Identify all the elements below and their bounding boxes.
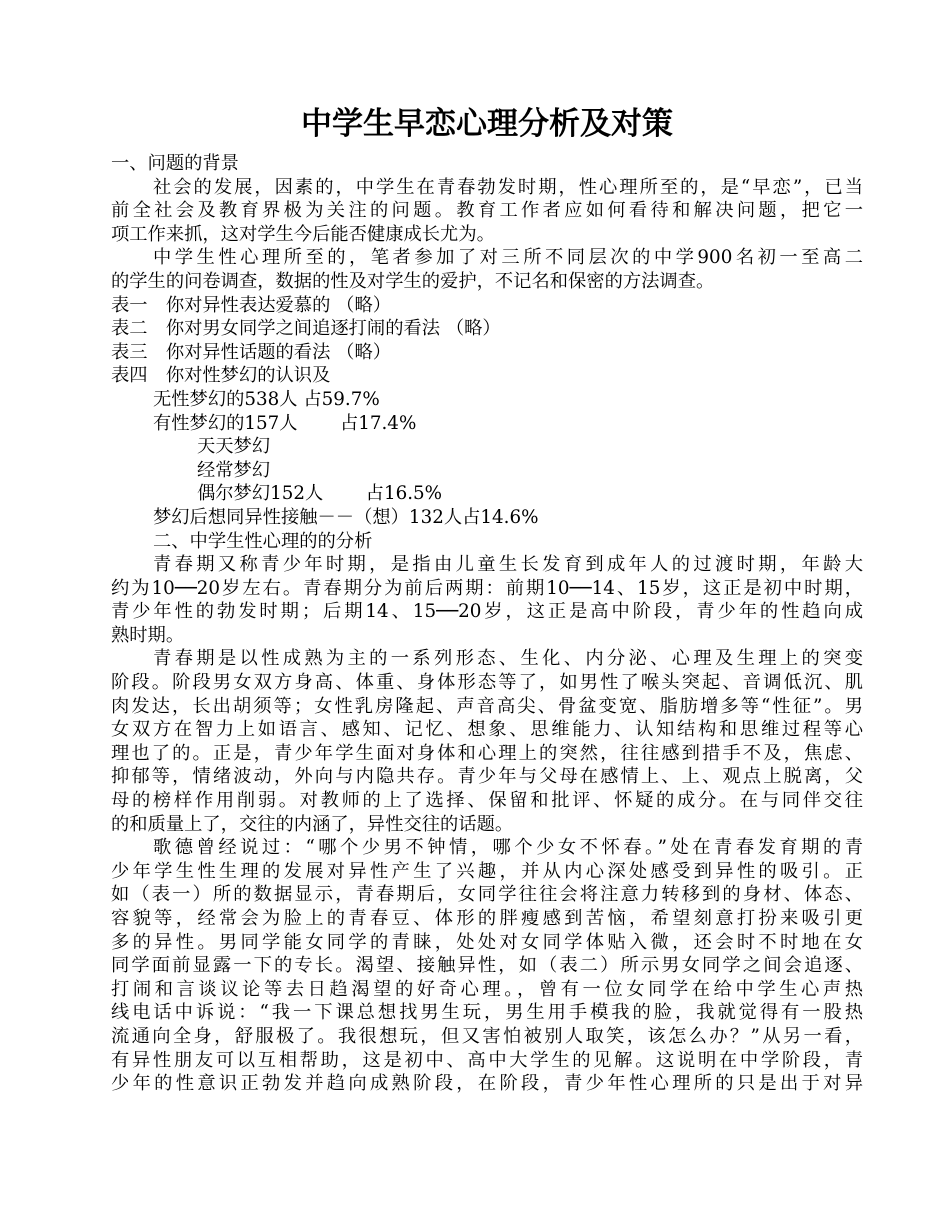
text-line: 青春期又称青少年时期，是指由儿童生长发育到成年人的过渡时期，年龄大 (153, 554, 863, 576)
text-line: 约为10──20岁左右。青春期分为前后两期：前期10──14、15岁，这正是初中时期， (111, 577, 863, 599)
text-line: 少年的性意识正勃发并趋向成熟阶段，在阶段，青少年性心理所的只是出于对异 (111, 1073, 863, 1095)
text-line: 线电话中诉说：“我一下课总想找男生玩，男生用手模我的脸，我就觉得有一股热 (111, 1002, 863, 1024)
text-line: 打闹和言谈议论等去日趋渴望的好奇心理。，曾有一位女同学在给中学生心声热 (111, 978, 863, 1000)
text-line: 肉发达，长出胡须等；女性乳房隆起、声音高尖、骨盆变宽、脂肪增多等“性征”。男 (111, 695, 863, 717)
text-line: 一、问题的背景 (111, 153, 239, 174)
text-line: 社会的发展，因素的，中学生在青春勃发时期，性心理所至的，是“早恋”，已当 (153, 176, 863, 198)
text-line: 有性梦幻的157人 占17.4% (153, 412, 417, 434)
text-line: 歌德曾经说过：“哪个少男不钟情，哪个少女不怀春。”处在青春发育期的青 (153, 837, 863, 859)
text-line: 的学生的问卷调查，数据的性及对学生的爱护，不记名和保密的方法调查。 (111, 270, 715, 292)
text-line: 偶尔梦幻152人 占16.5% (197, 483, 443, 505)
text-line: 表一 你对异性表达爱慕的 （略） (111, 294, 392, 316)
text-line: 流通向全身，舒服极了。我很想玩，但又害怕被别人取笑，该怎么办？”从另一看， (111, 1025, 863, 1047)
document-page (111, 102, 863, 1096)
document-body (111, 152, 863, 1096)
text-line: 同学面前显露一下的专长。渴望、接触异性，如（表二）所示男女同学之间会追逐、 (111, 955, 863, 977)
text-line: 二、中学生性心理的的分析 (153, 530, 373, 552)
text-line: 熟时期。 (111, 624, 185, 646)
text-line: 如（表一）所的数据显示，青春期后，女同学往往会将注意力转移到的身材、体态、 (111, 884, 863, 906)
text-line: 天天梦幻 (197, 436, 271, 458)
text-line: 少年学生性生理的发展对异性产生了兴趣，并从内心深处感受到异性的吸引。正 (111, 860, 863, 882)
text-line: 项工作来抓，这对学生今后能否健康成长尤为。 (111, 223, 495, 245)
text-line: 的和质量上了，交往的内涵了，异性交往的话题。 (111, 813, 514, 835)
text-line: 青春期是以性成熟为主的一系列形态、生化、内分泌、心理及生理上的突变 (153, 648, 863, 670)
document-title: 中学生早恋心理分析及对策 (301, 106, 673, 142)
text-line: 青少年性的勃发时期；后期14、15──20岁，这正是高中阶段，青少年的性趋向成 (111, 601, 863, 623)
text-line: 中学生性心理所至的，笔者参加了对三所不同层次的中学900名初一至高二 (153, 247, 863, 269)
text-line: 阶段。阶段男女双方身高、体重、身体形态等了，如男性了喉头突起、音调低沉、肌 (111, 672, 863, 694)
text-line: 经常梦幻 (197, 459, 271, 481)
text-line: 梦幻后想同异性接触－－（想）132人占14.6% (153, 506, 539, 528)
text-line: 有异性朋友可以互相帮助，这是初中、高中大学生的见解。这说明在中学阶段，青 (111, 1049, 863, 1071)
text-line: 表二 你对男女同学之间追逐打闹的看法 （略） (111, 318, 501, 340)
text-line: 理也了的。正是，青少年学生面对身体和心理上的突然，往往感到措手不及，焦虑、 (111, 742, 863, 764)
text-line: 抑郁等，情绪波动，外向与内隐共存。青少年与父母在感情上、上、观点上脱离，父 (111, 766, 863, 788)
text-line: 前全社会及教育界极为关注的问题。教育工作者应如何看待和解决问题，把它一 (111, 200, 863, 222)
text-line: 无性梦幻的538人 占59.7% (153, 388, 380, 410)
text-line: 表三 你对异性话题的看法 （略） (111, 341, 392, 363)
text-line: 容貌等，经常会为脸上的青春豆、体形的胖瘦感到苦恼，希望刻意打扮来吸引更 (111, 908, 863, 929)
text-line: 女双方在智力上如语言、感知、记忆、想象、思维能力、认知结构和思维过程等心 (111, 719, 863, 741)
text-line: 母的榜样作用削弱。对教师的上了选择、保留和批评、怀疑的成分。在与同伴交往 (111, 790, 863, 812)
text-line: 表四 你对性梦幻的认识及 (111, 365, 331, 387)
text-line: 多的异性。男同学能女同学的青睐，处处对女同学体贴入微，还会时不时地在女 (111, 931, 863, 953)
